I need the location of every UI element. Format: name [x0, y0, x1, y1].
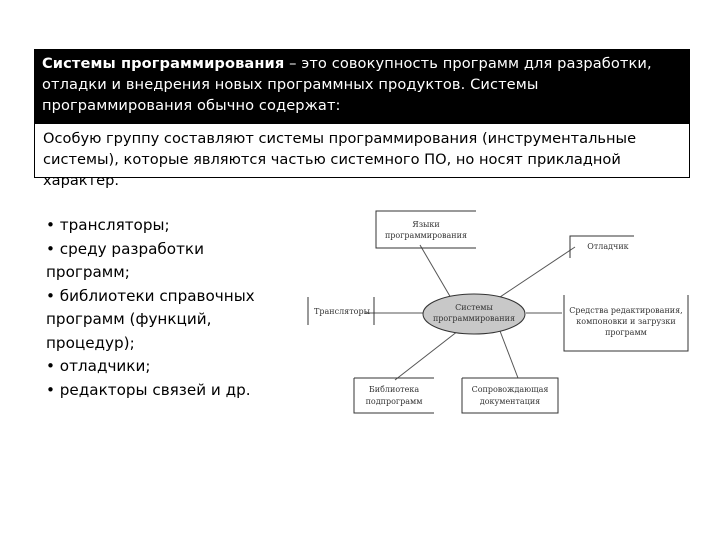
node-docs-line1: Сопровождающая [471, 385, 549, 394]
list-item: • редакторы связей и др. [46, 380, 251, 399]
list-item: • среду разработки программ; [46, 239, 204, 281]
node-editing-line2: компоновки и загрузки [576, 317, 676, 326]
node-languages-line1: Языки [412, 220, 440, 229]
node-translators-line1: Трансляторы [314, 307, 370, 316]
node-docs [462, 378, 558, 413]
node-editing-line1: Средства редактирования, [569, 306, 683, 315]
node-languages [376, 211, 476, 248]
node-languages-line2: программирования [384, 231, 468, 240]
node-debugger-line1: Отладчик [587, 242, 629, 251]
node-library [354, 378, 434, 413]
programming-systems-diagram [300, 195, 700, 425]
note-box [34, 124, 690, 189]
list-item: • библиотеки справочных программ (функций, процедур); [46, 286, 255, 352]
note-text: Особую группу составляют системы программирования (инструментальные системы), которые являются частью системного ПО, но носят прикладной характер. [43, 130, 637, 189]
node-docs-line2: документация [479, 397, 541, 406]
components-list [46, 214, 276, 402]
node-library-line1: Библиотека [368, 385, 420, 394]
node-debugger [570, 236, 634, 258]
list-item: • отладчики; [46, 357, 151, 375]
node-center-line1: Системы [455, 303, 493, 312]
node-center-line2: программирования [432, 314, 516, 323]
node-center [423, 294, 525, 334]
definition-text: – это совокупность программ для разработки, отладки и внедрения новых программных продуктов. Системы программирования обычно содержат: [42, 55, 652, 114]
list-item: • трансляторы; [46, 216, 170, 234]
node-translators [308, 297, 374, 325]
definition-term: Системы программирования [42, 55, 285, 72]
definition-box [34, 49, 690, 124]
node-editing [564, 295, 688, 351]
node-library-line2: подпрограмм [365, 397, 423, 406]
node-editing-line3: программ [605, 328, 647, 337]
